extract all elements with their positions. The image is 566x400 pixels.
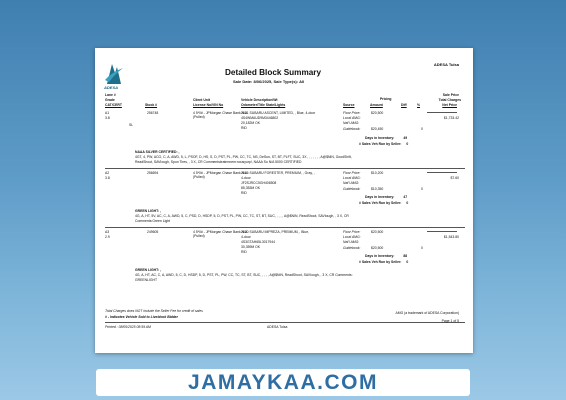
client-unit: 4 5*0# - JPMorgan Chase Bank N.A. (193, 230, 249, 234)
grade: 2.9 (105, 235, 110, 239)
client-sub: (Pulled) (193, 115, 205, 119)
sale-date-line: Sale Date: 8/06/2025, Sale Type(s): All (233, 79, 305, 84)
remarks-line: 4G, A, HT, AC, C, A, AWD, 5, C, D, HSDP, 5, D, PST, PL, PW, CC, TC, ST, BT, SUC, , , , , A@$NIN, ReadShoot, SAVIough, , 3 X, CR Comments: (135, 273, 353, 277)
col-cat: CAT/CERT (105, 103, 122, 107)
source-label: Guidebook: (343, 127, 361, 131)
remarks-title: GREEN LIGHT: , (135, 268, 161, 272)
source-label: Guidebook: (343, 246, 361, 250)
watermark-banner (96, 369, 470, 396)
col-odometer: Odometer/Title State/Lights (241, 103, 286, 107)
days-label: Days in Inventory: (365, 136, 395, 140)
col-lane: Lane # (105, 93, 116, 97)
days-in-inventory (365, 255, 407, 258)
source-label: Guidebook: (343, 187, 361, 191)
vehicle-desc-line: 2020 SUBARU IMPREZA, PREMIUM, , Blue, (241, 230, 310, 234)
col-client: Client Unit (193, 98, 210, 102)
amount: $20,500 (371, 246, 384, 250)
source-label: Local AMG: (343, 235, 361, 239)
col-pricing: Pricing (380, 97, 392, 101)
vehicle-desc-line: 20,182M OK (241, 121, 261, 125)
col-sale-price: Sale Price (442, 93, 459, 97)
remarks-line: GREENLIGHT (135, 278, 158, 282)
remarks-line: Comments:Green Light (135, 219, 171, 223)
col-diff: Diff (401, 103, 407, 107)
lane: A2 (105, 171, 110, 175)
cat-cert: SL (129, 123, 134, 127)
sales-value: 0 (406, 142, 409, 146)
lane: A3 (105, 230, 110, 234)
diff: 0 (421, 127, 423, 131)
footer-note: # - Indicates Vehicle Sold to Liveblock Bidder (105, 315, 178, 319)
vehicle-desc-line: 4-door (241, 235, 251, 239)
net-price: $7.60 (450, 176, 459, 180)
amount: $20,500 (371, 230, 384, 234)
vehicle-desc-line: RID (241, 126, 247, 130)
remarks-line: 4G, A, HT, 5V, AC, C, A, AWD, 5, C, PSD, D, HSDP, 5, D, PST, PL, PW, CC, TC, ST, BT, SUC, , , , , A@$NIN, ReadShoot, SAVIough, , 3 X, CR (135, 214, 349, 218)
col-grade: Grade (105, 98, 115, 102)
footer-trademark: AMG (a trademark of ADESA Corporation) (395, 311, 459, 315)
col-total-charges: Total Charges (438, 98, 461, 102)
watermark-text: JAMAYKAA.COM (188, 370, 378, 394)
footer-printed: Printed : 08/05/2025 08:59 AM (105, 325, 151, 329)
sale-date-label: Sale Date: (233, 79, 253, 84)
remarks-line: 4GT, 4, PW, ACG, C, A, AWD, 5, L, PSOF, D, HS, S, D, PST, PL, PW, CC, TC, NS, DeSun, ST, BT, PLFT, SUC, 3X , , , , , , , A@$NIN, GoodShift, (135, 155, 352, 159)
sales-label: # Sales Veh Run by Seller: (359, 142, 402, 146)
vehicle-desc-line: 4S3GTAH65L3017944 (241, 240, 276, 244)
net-price: $1,733.42 (443, 116, 459, 120)
sales-value: 0 (406, 201, 409, 205)
vehicle-desc-line: 30,359M OK (241, 245, 261, 249)
vehicle-desc-line: RID (241, 191, 247, 195)
source-label: Local AMG: (343, 116, 361, 120)
sale-date: 8/06/2025 (253, 79, 272, 84)
client-sub: (Pulled) (193, 175, 205, 179)
vehicle-desc-line: 85,353M OK (241, 186, 261, 190)
days-value: 88 (403, 254, 408, 258)
diff: 0 (421, 246, 423, 250)
footer-location: ADESA Tulsa (267, 325, 288, 329)
col-net-price: Net Price (442, 103, 457, 107)
sale-type: All (299, 79, 305, 84)
row-divider (105, 168, 465, 169)
days-label: Days in Inventory: (365, 195, 395, 199)
stock-number: 256748 (147, 111, 159, 115)
source-label: Nat'l AMG: (343, 240, 360, 244)
source-label: Floor Price: (343, 111, 361, 115)
grade: 3.8 (105, 176, 110, 180)
days-value: 47 (403, 195, 408, 199)
amount: $20,450 (371, 127, 384, 131)
days-value: 49 (403, 136, 408, 140)
row-divider (105, 227, 465, 228)
days-in-inventory (365, 137, 407, 140)
stock-number: 249605 (147, 230, 159, 234)
days-label: Days in Inventory: (365, 254, 395, 258)
adesa-logo-icon (103, 60, 125, 86)
source-label: Local AMG: (343, 176, 361, 180)
remarks-line: ReadShoot, SAVIough, Spun Tires, , 3 X, CR Commentsleatrmnem:nousyurp!, NAAA So N/A 5000 CERTIFIED (135, 160, 302, 164)
net-price: $1,543.80 (443, 235, 459, 239)
source-label: Floor Price: (343, 230, 361, 234)
stock-number: 256694 (147, 171, 159, 175)
remarks-title: GREEN LIGHT: , (135, 209, 161, 213)
footer-page: Page 1 of 5 (441, 319, 459, 323)
amount: $10,350 (371, 187, 384, 191)
sales-run (359, 143, 408, 146)
client-unit: 4 5*0# - JPMorgan Chase Bank N.A. (193, 171, 249, 175)
footer-note: Total Charges does NOT include the Seller Fee for credit of sales (105, 309, 203, 313)
col-source: Source (343, 103, 355, 107)
col-license: License No/VIN No (193, 103, 224, 107)
client-unit: 4 5*0# - JPMorgan Chase Bank N.A. (193, 111, 249, 115)
remarks-title: NAAA SILVER CERTIFIED: , (135, 150, 180, 154)
vehicle-desc-line: 4S4WMAUD9M3446802 (241, 116, 279, 120)
vehicle-desc-line: JF2SJRCC5GH406508 (241, 181, 277, 185)
col-pct: % (417, 103, 421, 107)
sales-run (359, 261, 408, 264)
col-stock: Stock # (145, 103, 158, 107)
vehicle-desc-line: 2016 SUBARU FORESTER, PREMIUM, , Gray, , (241, 171, 315, 175)
source-label: Nat'l AMG: (343, 121, 360, 125)
sales-value: 0 (406, 260, 409, 264)
report-page (95, 48, 473, 353)
vehicle-desc-line: 4-door (241, 176, 251, 180)
diff: 0 (421, 187, 423, 191)
sale-type-label: Sale Type(s): (273, 79, 299, 84)
logo-text: ADESA (104, 85, 119, 90)
col-amount: Amount (370, 103, 383, 107)
vehicle-desc-line: RID (241, 250, 247, 254)
sales-run (359, 202, 408, 205)
vehicle-desc-line: 2021 SUBARU ASCENT, LIMITED, , Blue, 4-door (241, 111, 316, 115)
sales-label: # Sales Veh Run by Seller: (359, 260, 402, 264)
amount: $10,200 (371, 171, 384, 175)
grade: 3.8 (105, 116, 110, 120)
amount: $20,500 (371, 111, 384, 115)
source-label: Nat'l AMG: (343, 181, 360, 185)
company-name: ADESA Tulsa (433, 62, 459, 67)
col-vehicle-desc: Vehicle Description/Wt (241, 98, 278, 102)
source-label: Floor Price: (343, 171, 361, 175)
client-sub: (Pulled) (193, 234, 205, 238)
report-title: Detailed Block Summary (225, 68, 322, 77)
lane: A1 (105, 111, 110, 115)
days-in-inventory (365, 196, 407, 199)
sales-label: # Sales Veh Run by Seller: (359, 201, 402, 205)
